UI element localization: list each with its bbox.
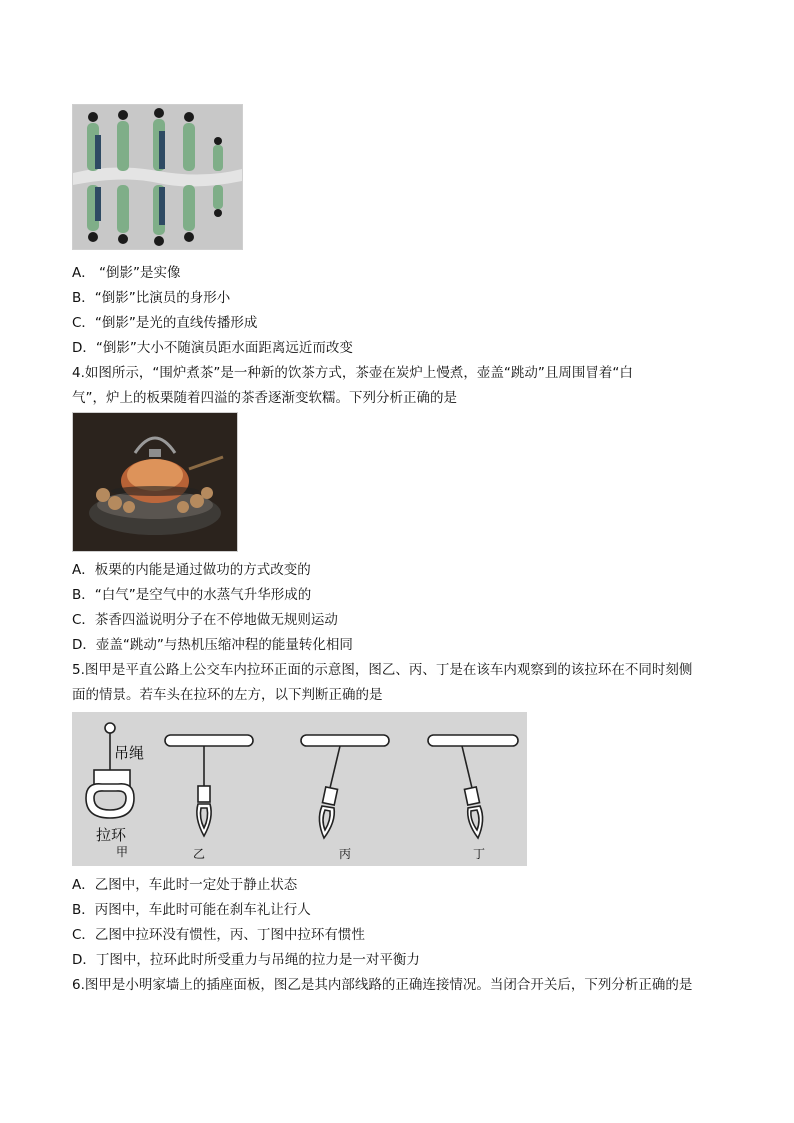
caption-bing: 丙 bbox=[339, 847, 352, 861]
caption-yi: 乙 bbox=[193, 847, 206, 861]
q3-option-c: C．“倒影”是光的直线传播形成 bbox=[72, 315, 258, 331]
q5-option-d: D．丁图中，拉环此时所受重力与吊绳的拉力是一对平衡力 bbox=[72, 952, 420, 968]
q5-option-c: C．乙图中拉环没有惯性，丙、丁图中拉环有惯性 bbox=[72, 927, 365, 943]
tea-stove-photo bbox=[72, 412, 238, 552]
q5-option-b: B．丙图中，车此时可能在刹车礼让行人 bbox=[72, 902, 311, 918]
q3-option-a: A． “倒影”是实像 bbox=[72, 265, 181, 281]
q4-option-b: B．“白气”是空气中的水蒸气升华形成的 bbox=[72, 587, 312, 603]
caption-ding: 丁 bbox=[473, 847, 486, 861]
q5-stem-line-1: 5.图甲是平直公路上公交车内拉环正面的示意图，图乙、丙、丁是在该车内观察到的该拉环在不同时刻侧 bbox=[72, 662, 693, 678]
caption-jia: 甲 bbox=[116, 845, 129, 859]
q3-option-b: B．“倒影”比演员的身形小 bbox=[72, 290, 231, 306]
q4-option-c: C．茶香四溢说明分子在不停地做无规则运动 bbox=[72, 612, 338, 628]
q5-stem-line-2: 面的情景。若车头在拉环的左方，以下判断正确的是 bbox=[72, 687, 383, 703]
q5-option-a: A．乙图中，车此时一定处于静止状态 bbox=[72, 877, 298, 893]
q3-option-d: D．“倒影”大小不随演员距水面距离远近而改变 bbox=[72, 340, 353, 356]
bus-ring-diagram bbox=[72, 712, 527, 866]
q6-stem: 6.图甲是小明家墙上的插座面板，图乙是其内部线路的正确连接情况。当闭合开关后，下列分析正确的是 bbox=[72, 977, 693, 993]
rope-label: 吊绳 bbox=[114, 744, 145, 762]
q4-option-a: A．板栗的内能是通过做功的方式改变的 bbox=[72, 562, 311, 578]
q4-option-d: D．壶盖“跳动”与热机压缩冲程的能量转化相同 bbox=[72, 637, 353, 653]
ring-label: 拉环 bbox=[96, 826, 127, 844]
dancers-reflection-photo bbox=[72, 104, 243, 250]
q4-stem-line-1: 4.如图所示，“围炉煮茶”是一种新的饮茶方式，茶壶在炭炉上慢煮，壶盖“跳动”且周围冒着“白 bbox=[72, 365, 633, 381]
q4-stem-line-2: 气”，炉上的板栗随着四溢的茶香逐渐变软糯。下列分析正确的是 bbox=[72, 390, 457, 406]
